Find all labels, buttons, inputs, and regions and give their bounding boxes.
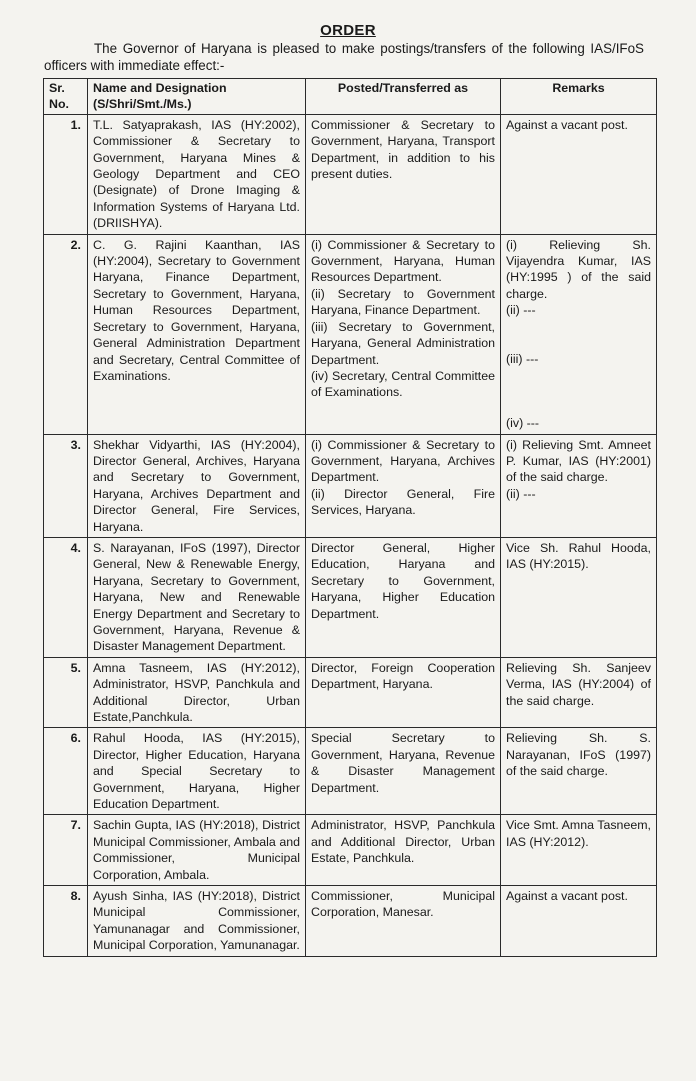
row-posted-as — [306, 434, 501, 537]
row-posted-as — [306, 815, 501, 886]
row-name-designation: Sachin Gupta, IAS (HY:2018), District Municipal Commissioner, Ambala and Commissioner, Municipal Corporation, Ambala. — [88, 815, 306, 886]
row-posted-as — [306, 728, 501, 815]
remark-item: Vice Sh. Rahul Hooda, IAS (HY:2015). — [506, 540, 651, 572]
row-sr-no: 3. — [44, 434, 88, 537]
posted-item: Commissioner, Municipal Corporation, Manesar. — [311, 889, 495, 920]
header-sr-no: Sr. No. — [44, 79, 88, 115]
row-remarks — [501, 728, 657, 815]
table-row — [44, 234, 657, 434]
remark-item: Relieving Sh. Sanjeev Verma, IAS (HY:2004) of the said charge. — [506, 660, 651, 708]
row-remarks — [501, 657, 657, 728]
remark-item: (i) Relieving Sh. Vijayendra Kumar, IAS (HY:1995 ) of the said charge. — [506, 237, 651, 301]
row-sr-no: 8. — [44, 886, 88, 957]
table-row — [44, 537, 657, 657]
header-name-designation: Name and Designation (S/Shri/Smt./Ms.) — [88, 79, 306, 115]
row-sr-no: 4. — [44, 537, 88, 657]
table-row — [44, 434, 657, 537]
table-row — [44, 815, 657, 886]
row-remarks — [501, 537, 657, 657]
remark-item: Against a vacant post. — [506, 117, 628, 132]
table-header-row — [44, 79, 657, 115]
postings-table — [43, 78, 657, 957]
posted-item: Special Secretary to Government, Haryana, Revenue & Disaster Management Department. — [311, 731, 495, 795]
header-remarks: Remarks — [501, 79, 657, 115]
remark-item: Against a vacant post. — [506, 889, 628, 904]
posted-item: Administrator, HSVP, Panchkula and Additional Director, Urban Estate, Panchkula. — [311, 818, 495, 866]
table-row — [44, 114, 657, 234]
row-name-designation: S. Narayanan, IFoS (1997), Director General, New & Renewable Energy, Haryana, Secretary to Government, Haryana, New and Renewable Energy Department and Secretary to Government, Haryana, Revenue & Disaster Management Department. — [88, 537, 306, 657]
order-intro: The Governor of Haryana is pleased to make postings/transfers of the following IAS/IFoS officers with immediate effect:- — [44, 41, 644, 73]
remark-item: (ii) --- — [506, 303, 536, 318]
row-sr-no: 5. — [44, 657, 88, 728]
table-row — [44, 728, 657, 815]
row-remarks — [501, 114, 657, 234]
row-name-designation: Shekhar Vidyarthi, IAS (HY:2004), Director General, Archives, Haryana and Secretary to Government, Haryana, Archives Department and Director General, Fire Services, Haryana. — [88, 434, 306, 537]
row-name-designation: Ayush Sinha, IAS (HY:2018), District Municipal Commissioner, Yamunanagar and Commissioner, Municipal Corporation, Yamunanagar. — [88, 886, 306, 957]
row-name-designation: T.L. Satyaprakash, IAS (HY:2002), Commissioner & Secretary to Government, Haryana Mines & Geology Department and CEO (Designate) of Drone Imaging & Information Systems of Haryana Ltd. (DRIISHYA). — [88, 114, 306, 234]
posted-item: (ii) Secretary to Government Haryana, Finance Department. — [311, 286, 495, 318]
header-posted-transferred: Posted/Transferred as — [306, 79, 501, 115]
row-remarks — [501, 886, 657, 957]
posted-item: (i) Commissioner & Secretary to Government, Haryana, Human Resources Department. — [311, 237, 495, 285]
posted-item: (iv) Secretary, Central Committee of Examinations. — [311, 368, 495, 400]
row-name-designation: Rahul Hooda, IAS (HY:2015), Director, Higher Education, Haryana and Special Secretary to Government, Haryana, Higher Education Department. — [88, 728, 306, 815]
row-name-designation: Amna Tasneem, IAS (HY:2012), Administrator, HSVP, Panchkula and Additional Director, Urban Estate,Panchkula. — [88, 657, 306, 728]
posted-item: Commissioner & Secretary to Government, Haryana, Transport Department, in addition to his present duties. — [311, 117, 495, 182]
row-name-designation: C. G. Rajini Kaanthan, IAS (HY:2004), Secretary to Government Haryana, Finance Department, Secretary to Government, Haryana, Human Resources Department, Secretary to Government, Haryana, General Administration Department and Secretary, Central Committee of Examinations. — [88, 234, 306, 434]
row-posted-as — [306, 114, 501, 234]
order-title: ORDER — [320, 22, 376, 39]
remark-item: (iii) --- — [506, 351, 539, 366]
row-remarks — [501, 815, 657, 886]
remark-item: (ii) --- — [506, 486, 536, 501]
posted-item: (ii) Director General, Fire Services, Haryana. — [311, 486, 495, 518]
table-row — [44, 657, 657, 728]
posted-item: (i) Commissioner & Secretary to Government, Haryana, Archives Department. — [311, 437, 495, 485]
remark-item: (iv) --- — [506, 416, 540, 431]
remark-item: Vice Smt. Amna Tasneem, IAS (HY:2012). — [506, 818, 651, 849]
table-row — [44, 886, 657, 957]
row-posted-as — [306, 537, 501, 657]
posted-item: Director General, Higher Education, Haryana and Secretary to Government, Haryana, Higher Education Department. — [311, 540, 495, 621]
table-body — [44, 114, 657, 956]
posted-item: (iii) Secretary to Government, Haryana, General Administration Department. — [311, 319, 495, 367]
row-sr-no: 7. — [44, 815, 88, 886]
remark-item: Relieving Sh. S. Narayanan, IFoS (1997) of the said charge. — [506, 731, 651, 779]
row-posted-as — [306, 886, 501, 957]
posted-item: Director, Foreign Cooperation Department, Haryana. — [311, 660, 495, 692]
row-remarks — [501, 234, 657, 434]
row-sr-no: 6. — [44, 728, 88, 815]
remark-item: (i) Relieving Smt. Amneet P. Kumar, IAS (HY:2001) of the said charge. — [506, 437, 651, 485]
row-sr-no: 1. — [44, 114, 88, 234]
row-posted-as — [306, 234, 501, 434]
row-posted-as — [306, 657, 501, 728]
row-sr-no: 2. — [44, 234, 88, 434]
row-remarks — [501, 434, 657, 537]
